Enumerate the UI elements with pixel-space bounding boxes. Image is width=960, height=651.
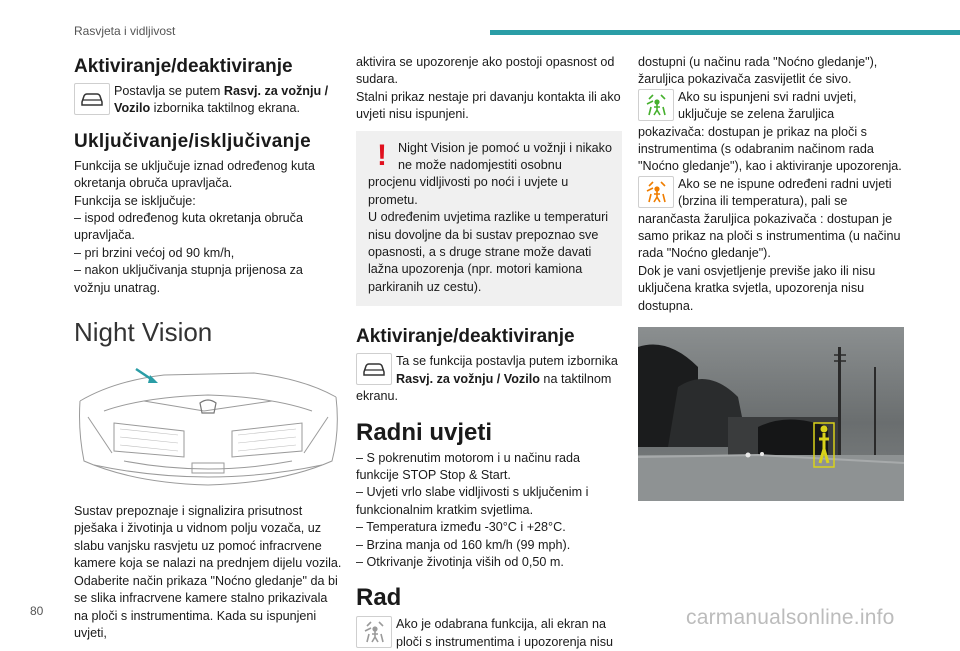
warning-text-2: U određenim uvjetima razlike u temperaturi nisu dovoljne da bi sustav prepoznao sve opasnosti, a s druge strane može davati lažna upozorenja (npr. motori kamiona parkiranih uz cestu). — [368, 210, 609, 294]
condition-item: – Otkrivanje životinja viših od 0,50 m. — [356, 554, 564, 569]
glare-text: Dok je vani osvjetljenje previše jako ili nisu uključena kratka svjetla, upozorenja nisu dostupna. — [638, 263, 876, 313]
car-menu-icon — [356, 353, 392, 385]
activation-menu-path: Rasvj. za vožnju / Vozilo — [114, 84, 329, 116]
operation-text: Ako je odabrana funkcija, ali ekran na ploči s instrumentima i upozorenja nisu — [396, 617, 613, 649]
night-vision-grey-icon — [356, 616, 392, 648]
on-off-line: – pri brzini većoj od 90 km/h, — [74, 245, 235, 260]
column-1 — [74, 54, 342, 642]
header-accent-bar — [490, 30, 960, 35]
continued-text: aktivira se upozorenje ako postoji opasnost od sudara. — [356, 55, 615, 87]
column-3 — [638, 54, 904, 501]
heading-on-off: Uključivanje/isključivanje — [74, 130, 311, 152]
green-indicator-text: Ako su ispunjeni svi radni uvjeti, uključuje se zelena žaruljica pokazivača: dostupan je prikaz na ploči s instrumentima (s odabranim načinom rada "Noćno gledanje"), kao i aktiviranje upozorenja. — [638, 89, 902, 174]
heading-activation-2: Aktiviranje/deaktiviranje — [356, 326, 575, 348]
heading-night-vision: Night Vision — [74, 317, 213, 348]
activation-paragraph-2 — [356, 353, 622, 405]
activation-text-post: izbornika taktilnog ekrana. — [150, 101, 300, 116]
activation-text-post: na taktilnom ekranu. — [356, 371, 612, 404]
activation-text-pre: Ta se funkcija postavlja putem izbornika — [396, 354, 618, 369]
conditions-list — [356, 450, 622, 572]
page-number: 80 — [30, 604, 44, 618]
heading-conditions: Radni uvjeti — [356, 418, 493, 446]
activation-text-pre: Postavlja se putem — [114, 84, 224, 98]
on-off-line: – nakon uključivanja stupnja prijenosa za vožnju unatrag. — [74, 263, 303, 295]
heading-operation: Rad — [356, 584, 402, 612]
activation-paragraph — [74, 83, 342, 118]
section-header: Rasvjeta i vidljivost — [74, 24, 176, 38]
night-vision-orange-icon — [638, 176, 674, 208]
on-off-line: Funkcija se isključuje: — [74, 193, 196, 208]
continued-text-2: Stalni prikaz nestaje pri davanju kontakta ili ako uvjeti nisu ispunjeni. — [356, 89, 621, 122]
warning-box — [356, 131, 622, 307]
orange-indicator-paragraph — [638, 176, 904, 263]
condition-item: – S pokrenutim motorom i u načinu rada funkcije STOP Stop & Start. — [356, 450, 581, 482]
on-off-line: Funkcija se uključuje iznad određenog kuta okretanja obruča upravljača. — [74, 158, 315, 191]
condition-item: – Uvjeti vrlo slabe vidljivosti s uključenim i funkcionalnim kratkim svjetlima. — [356, 485, 589, 517]
operation-paragraph — [356, 616, 622, 651]
exclamation-warning-icon: ! — [377, 138, 387, 172]
on-off-list — [74, 158, 342, 297]
night-vision-camera-image — [638, 327, 904, 501]
activation-menu-path: Rasvj. za vožnju / Vozilo — [396, 371, 540, 386]
on-off-line: – ispod određenog kuta okretanja obruča upravljača. — [74, 211, 303, 243]
orange-indicator-text: Ako se ne ispune određeni radni uvjeti (brzina ili temperatura), pali se narančasta žaruljica pokazivača : dostupan je samo prikaz na ploči s instrumentima (u načinu rada "Noćno gledanje"). — [638, 176, 901, 261]
continued-text-3: dostupni (u načinu rada "Noćno gledanje"), žaruljica pokazivača zasvijetlit će sivo. — [638, 55, 878, 87]
column-2 — [356, 54, 622, 651]
warning-text-1: Night Vision je pomoć u vožnji i nikako ne može nadomjestiti osobnu procjenu vidljivosti po noći i uvjete u prometu. — [368, 140, 612, 207]
night-vision-green-icon — [638, 89, 674, 121]
green-indicator-paragraph — [638, 89, 904, 176]
night-vision-description: Sustav prepoznaje i signalizira prisutnost pješaka i životinja u vidnom polju vozača, uz slabu vanjsku rasvjetu uz pomoć infracrvene kamere koja se nalazi na prednjem dijelu vozila. Odaberite način prikaza "Noćno gledanje" da bi se slika infracrvene kamere stalno prikazivala na ploči s instrumentima. Kada su ispunjeni uvjeti, — [74, 504, 342, 640]
condition-item: – Temperatura između -30°C i +28°C. — [356, 520, 566, 535]
car-front-illustration — [74, 361, 342, 489]
car-menu-icon — [74, 83, 110, 115]
heading-activation: Aktiviranje/deaktiviranje — [74, 56, 293, 77]
condition-item: – Brzina manja od 160 km/h (99 mph). — [356, 537, 571, 552]
watermark: carmanualsonline.info — [686, 606, 895, 629]
